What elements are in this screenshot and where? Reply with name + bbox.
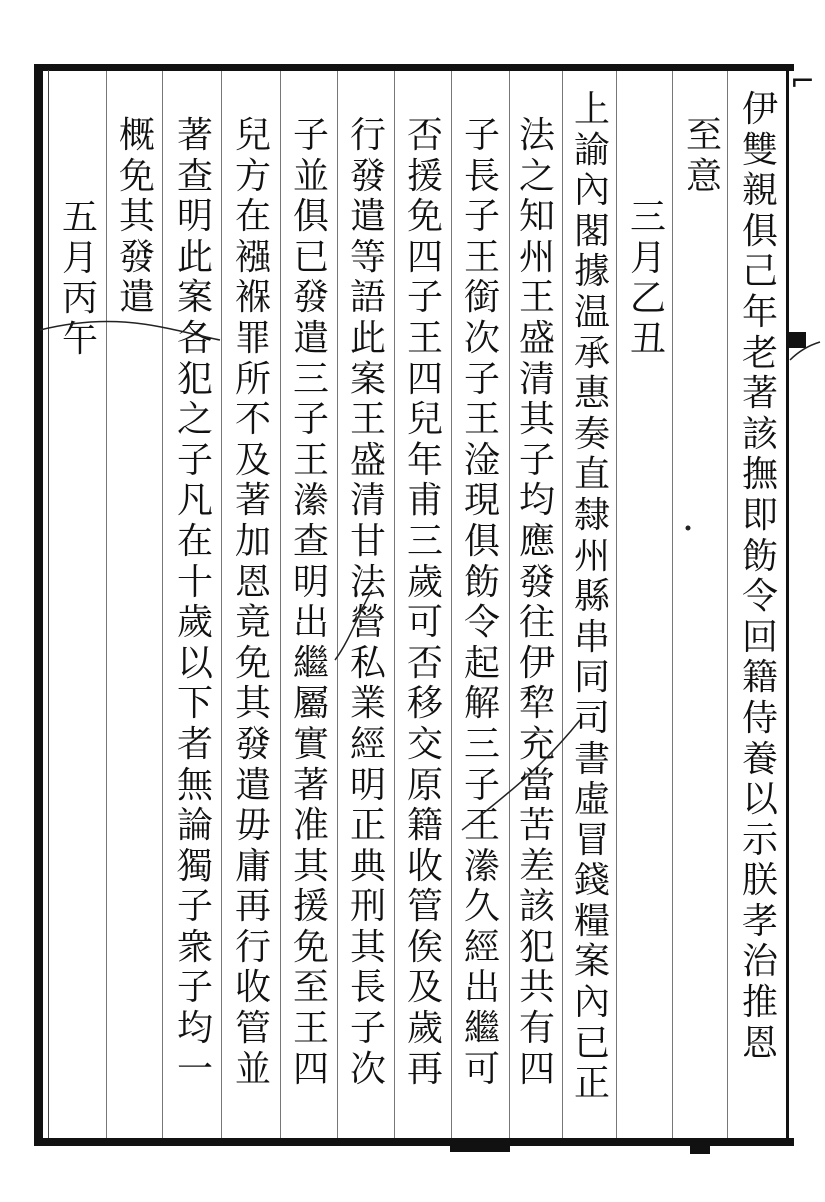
glyph: 意	[685, 155, 722, 197]
glyph: 差	[518, 845, 555, 887]
glyph: 歲	[406, 561, 443, 603]
glyph: 著	[741, 373, 778, 415]
glyph: 繼	[292, 642, 329, 684]
glyph: 在	[176, 520, 213, 562]
glyph: 交	[406, 723, 443, 765]
glyph: 老	[741, 332, 778, 374]
glyph: 經	[463, 926, 500, 968]
glyph: 籍	[406, 805, 443, 847]
glyph: 明	[292, 561, 329, 603]
glyph: 俟	[406, 926, 443, 968]
glyph: 直	[573, 454, 610, 496]
glyph: 月	[629, 237, 666, 279]
glyph: 案	[176, 277, 213, 319]
glyph: 法	[518, 115, 555, 156]
glyph: 王	[349, 399, 386, 441]
glyph: 知	[518, 196, 555, 238]
glyph: 同	[573, 657, 610, 699]
glyph: 三	[292, 358, 329, 400]
glyph: 丑	[629, 318, 666, 360]
glyph: 並	[234, 1048, 271, 1090]
glyph: 營	[349, 602, 386, 644]
glyph: 書	[573, 738, 610, 780]
glyph: 歲	[406, 1008, 443, 1050]
glyph: 業	[349, 683, 386, 725]
glyph: 糧	[573, 900, 610, 942]
glyph: 四	[406, 236, 443, 278]
glyph: 免	[234, 642, 271, 684]
glyph: 案	[573, 941, 610, 983]
glyph: 乙	[629, 278, 666, 320]
glyph: 歲	[176, 602, 213, 644]
glyph: 罪	[234, 317, 271, 359]
glyph: 充	[518, 723, 555, 765]
glyph: 已	[573, 1022, 610, 1064]
glyph: 應	[518, 520, 555, 562]
glyph: 冒	[573, 819, 610, 861]
glyph: 銜	[463, 277, 500, 319]
glyph: 淦	[463, 439, 500, 481]
glyph: 其	[292, 845, 329, 887]
glyph: 該	[741, 413, 778, 455]
glyph: 三	[629, 197, 666, 238]
glyph: 之	[518, 155, 555, 197]
glyph: 月	[61, 237, 98, 279]
glyph: 己	[741, 251, 778, 293]
glyph: 甘	[349, 520, 386, 562]
glyph: 援	[406, 155, 443, 197]
glyph: 伊	[741, 89, 778, 130]
glyph: 內	[573, 170, 610, 212]
glyph: 俱	[292, 196, 329, 238]
glyph: 子	[292, 399, 329, 441]
glyph: 推	[741, 982, 778, 1024]
glyph: 籍	[741, 657, 778, 699]
glyph: 收	[234, 967, 271, 1009]
glyph: 查	[176, 155, 213, 197]
glyph: 內	[573, 982, 610, 1024]
glyph: 回	[741, 616, 778, 658]
glyph: 長	[463, 155, 500, 197]
glyph: 正	[573, 1063, 610, 1105]
glyph: 毋	[234, 805, 271, 847]
glyph: 犯	[176, 358, 213, 400]
glyph: 盛	[349, 439, 386, 481]
glyph: 子	[463, 115, 500, 156]
glyph: 共	[518, 967, 555, 1009]
glyph: 現	[463, 480, 500, 522]
glyph: 惠	[573, 373, 610, 415]
glyph: 雙	[741, 129, 778, 171]
glyph: 論	[176, 805, 213, 847]
glyph: 等	[349, 236, 386, 278]
glyph: 所	[234, 358, 271, 400]
glyph: 有	[518, 1008, 555, 1050]
glyph: 方	[234, 155, 271, 197]
glyph: 原	[406, 764, 443, 806]
glyph: 其	[234, 683, 271, 725]
glyph: 著	[176, 115, 213, 156]
glyph: 行	[349, 115, 386, 156]
glyph: 王	[518, 277, 555, 319]
glyph: 王	[292, 1008, 329, 1050]
glyph: 當	[518, 764, 555, 806]
glyph: 遣	[349, 196, 386, 238]
glyph: 著	[292, 764, 329, 806]
glyph: 者	[176, 723, 213, 765]
glyph: 實	[292, 723, 329, 765]
glyph: 此	[349, 317, 386, 359]
glyph: 甫	[406, 480, 443, 522]
glyph: 典	[349, 845, 386, 887]
glyph: 丙	[61, 278, 98, 320]
glyph: 以	[176, 642, 213, 684]
glyph: 飭	[463, 561, 500, 603]
glyph: 子	[176, 886, 213, 928]
glyph: 子	[463, 358, 500, 400]
glyph: 虛	[573, 779, 610, 821]
glyph: 縣	[573, 576, 610, 618]
glyph: 奏	[573, 413, 610, 455]
glyph: 發	[118, 236, 155, 278]
glyph: 閣	[573, 210, 610, 252]
glyph: 凡	[176, 480, 213, 522]
glyph: 王	[406, 317, 443, 359]
glyph: 褓	[234, 277, 271, 319]
glyph: 屬	[292, 683, 329, 725]
glyph: 至	[685, 115, 722, 156]
glyph: 長	[349, 967, 386, 1009]
glyph: 下	[176, 683, 213, 725]
glyph: 加	[234, 520, 271, 562]
glyph: 養	[741, 738, 778, 780]
glyph: 上	[573, 89, 610, 130]
glyph: 示	[741, 819, 778, 861]
glyph: 朕	[741, 860, 778, 902]
glyph: 孝	[741, 900, 778, 942]
glyph: 子	[349, 1008, 386, 1050]
glyph: 移	[406, 683, 443, 725]
glyph: 久	[463, 886, 500, 928]
glyph: 其	[349, 926, 386, 968]
glyph: 之	[176, 399, 213, 441]
glyph: 及	[406, 967, 443, 1009]
glyph: 此	[176, 236, 213, 278]
glyph: 俱	[741, 210, 778, 252]
glyph: 以	[741, 779, 778, 821]
glyph: 據	[573, 251, 610, 293]
glyph: 兒	[406, 399, 443, 441]
glyph: 子	[176, 439, 213, 481]
glyph: 私	[349, 642, 386, 684]
glyph: 案	[349, 358, 386, 400]
glyph: 犯	[518, 926, 555, 968]
glyph: 發	[349, 155, 386, 197]
glyph: 恩	[234, 561, 271, 603]
glyph: 潫	[463, 845, 500, 887]
glyph: 庸	[234, 845, 271, 887]
glyph: 發	[234, 723, 271, 765]
glyph: 均	[518, 480, 555, 522]
glyph: 王	[463, 399, 500, 441]
glyph: 收	[406, 845, 443, 887]
glyph: 免	[292, 926, 329, 968]
glyph: 治	[741, 941, 778, 983]
glyph: 概	[118, 115, 155, 156]
glyph: 十	[176, 561, 213, 603]
glyph: 管	[406, 886, 443, 928]
glyph: 串	[573, 616, 610, 658]
glyph: 發	[292, 277, 329, 319]
glyph: 次	[349, 1048, 386, 1090]
glyph: 可	[406, 602, 443, 644]
glyph: 三	[463, 723, 500, 765]
glyph: 不	[234, 399, 271, 441]
glyph: 恩	[741, 1022, 778, 1064]
glyph: 親	[741, 170, 778, 212]
glyph: 各	[176, 317, 213, 359]
glyph: 管	[234, 1008, 271, 1050]
glyph: 獨	[176, 845, 213, 887]
glyph: 發	[518, 561, 555, 603]
glyph: 再	[406, 1048, 443, 1090]
glyph: 刑	[349, 886, 386, 928]
glyph: 在	[234, 196, 271, 238]
glyph: 襁	[234, 236, 271, 278]
glyph: 侍	[741, 697, 778, 739]
glyph: 隸	[573, 494, 610, 536]
glyph: 出	[463, 967, 500, 1009]
glyph: 兒	[234, 115, 271, 156]
glyph: 並	[292, 155, 329, 197]
glyph: 王	[292, 439, 329, 481]
glyph: 次	[463, 317, 500, 359]
corner-mark-icon: ⌐	[790, 64, 816, 99]
glyph: 准	[292, 805, 329, 847]
glyph: 其	[118, 196, 155, 238]
glyph: 遣	[292, 317, 329, 359]
glyph: 均	[176, 1008, 213, 1050]
glyph: 清	[518, 358, 555, 400]
glyph: 一	[176, 1048, 213, 1090]
glyph: 四	[292, 1048, 329, 1090]
glyph: 免	[406, 196, 443, 238]
glyph: 三	[406, 520, 443, 562]
glyph: 子	[406, 277, 443, 319]
glyph: 已	[292, 236, 329, 278]
glyph: 伊	[518, 642, 555, 684]
glyph: 及	[234, 439, 271, 481]
glyph: 法	[349, 561, 386, 603]
glyph: 往	[518, 602, 555, 644]
glyph: 再	[234, 886, 271, 928]
glyph: 王	[463, 236, 500, 278]
glyph: 否	[406, 115, 443, 156]
glyph: 承	[573, 332, 610, 374]
glyph: 出	[292, 602, 329, 644]
glyph: 衆	[176, 926, 213, 968]
glyph: 犂	[518, 683, 555, 725]
glyph: 苦	[518, 805, 555, 847]
glyph: 王	[463, 805, 500, 847]
glyph: 清	[349, 480, 386, 522]
glyph: 該	[518, 886, 555, 928]
glyph: 子	[518, 439, 555, 481]
glyph: 子	[176, 967, 213, 1009]
glyph: 竟	[234, 602, 271, 644]
glyph: 俱	[463, 520, 500, 562]
glyph: 援	[292, 886, 329, 928]
glyph: 遣	[234, 764, 271, 806]
glyph: 午	[61, 318, 98, 360]
glyph: 經	[349, 723, 386, 765]
glyph: 年	[406, 439, 443, 481]
glyph: 查	[292, 520, 329, 562]
glyph: 著	[234, 480, 271, 522]
glyph: 令	[741, 576, 778, 618]
glyph: 四	[406, 358, 443, 400]
glyph: 子	[463, 764, 500, 806]
glyph: 子	[292, 115, 329, 156]
glyph: 即	[741, 494, 778, 536]
glyph: 繼	[463, 1008, 500, 1050]
glyph: 州	[573, 535, 610, 577]
glyph: 其	[518, 399, 555, 441]
glyph: 行	[234, 926, 271, 968]
glyph: 無	[176, 764, 213, 806]
glyph: 温	[573, 291, 610, 333]
glyph: 起	[463, 642, 500, 684]
glyph: 令	[463, 602, 500, 644]
glyph: 盛	[518, 317, 555, 359]
glyph: 潫	[292, 480, 329, 522]
glyph: 解	[463, 683, 500, 725]
glyph: 五	[61, 197, 98, 238]
glyph: 州	[518, 236, 555, 278]
glyph: 遣	[118, 277, 155, 319]
glyph: 飭	[741, 535, 778, 577]
glyph: 諭	[573, 129, 610, 171]
glyph: 正	[349, 805, 386, 847]
glyph: 子	[463, 196, 500, 238]
glyph: 明	[349, 764, 386, 806]
glyph: 語	[349, 277, 386, 319]
glyph: 年	[741, 291, 778, 333]
glyph: 至	[292, 967, 329, 1009]
glyph: 可	[463, 1048, 500, 1090]
glyph: 免	[118, 155, 155, 197]
glyph: 司	[573, 697, 610, 739]
glyph: 錢	[573, 860, 610, 902]
glyph: 四	[518, 1048, 555, 1090]
glyph: 否	[406, 642, 443, 684]
glyph: 明	[176, 196, 213, 238]
glyph: 撫	[741, 454, 778, 496]
